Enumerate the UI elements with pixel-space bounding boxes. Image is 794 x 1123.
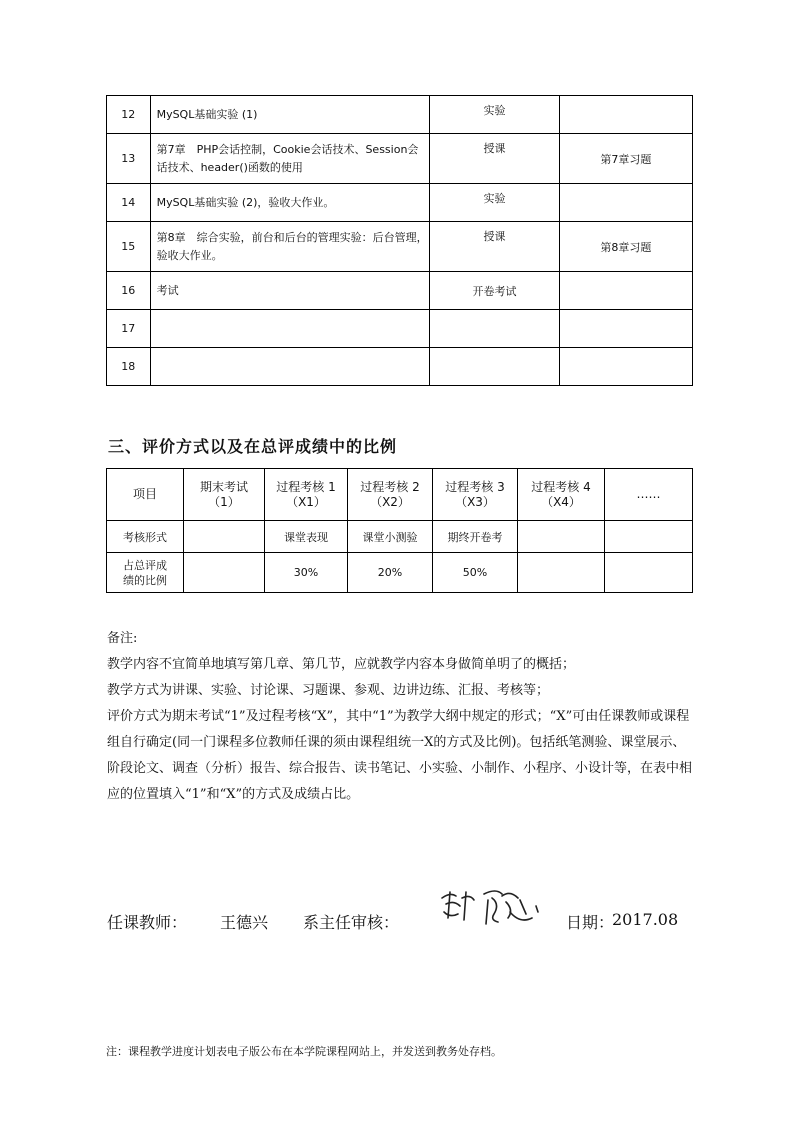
header-item: 项目 (107, 469, 184, 521)
note-line: 教学方式为讲课、实验、讨论课、习题课、参观、边讲边练、汇报、考核等； (107, 683, 550, 698)
label-line: 绩的比例 (123, 573, 167, 587)
homework (559, 96, 692, 134)
table-row (107, 134, 693, 184)
teaching-content: MySQL基础实验 (2)，验收大作业。 (150, 184, 430, 222)
cell (184, 553, 265, 593)
teaching-method: 开卷考试 (430, 272, 559, 310)
cell (605, 521, 693, 553)
week-number: 15 (107, 222, 151, 272)
header-line: 过程考核 1 (276, 479, 336, 494)
cell: 期终开卷考 (433, 521, 518, 553)
teaching-content: 第8章 综合实验，前台和后台的管理实验：后台管理，验收大作业。 (150, 222, 430, 272)
week-number: 18 (107, 348, 151, 386)
table-row (107, 96, 693, 134)
table-row (107, 222, 693, 272)
cell: 30% (265, 553, 348, 593)
homework (559, 184, 692, 222)
table-row (107, 348, 693, 386)
teaching-content (150, 310, 430, 348)
teaching-content (150, 348, 430, 386)
teaching-method: 授课 (430, 134, 559, 184)
table-row (107, 469, 693, 521)
teacher-name: 王德兴 (220, 913, 269, 932)
date-label: 日期： (566, 913, 615, 932)
row-label: 考核形式 (107, 521, 184, 553)
week-number: 16 (107, 272, 151, 310)
teaching-method: 授课 (430, 222, 559, 272)
note-line: 评价方式为期末考试“1”及过程考核“X”，其中“1”为教学大纲中规定的形式；“X”可由任课教师或课程组自行确定(同一门课程多位教师任课的须由课程组统一X的方式及比例)。包括纸笔测验、课堂展示、阶段论文、调查（分析）报告、综合报告、读书笔记、小实验、小制作、小程序、小设计等，在表中相应的位置填入“1”和“X”的方式及成绩占比。 (107, 709, 693, 802)
header-process-4 (518, 469, 605, 521)
header-process-1 (265, 469, 348, 521)
header-line: 期末考试 (199, 479, 248, 494)
teaching-content: MySQL基础实验 (1) (150, 96, 430, 134)
header-line: （X4） (541, 494, 581, 509)
teaching-method (430, 310, 559, 348)
cell (518, 521, 605, 553)
header-line: 过程考核 3 (445, 479, 505, 494)
header-line: 过程考核 2 (360, 479, 420, 494)
week-number: 17 (107, 310, 151, 348)
label-line: 占总评成 (123, 558, 167, 572)
teaching-method: 实验 (430, 96, 559, 134)
header-line: （X1） (286, 494, 326, 509)
teaching-method: 实验 (430, 184, 559, 222)
header-line: （1） (208, 494, 240, 509)
homework: 第8章习题 (559, 222, 692, 272)
cell (605, 553, 693, 593)
homework (559, 310, 692, 348)
section-title: 三、评价方式以及在总评成绩中的比例 (108, 437, 398, 456)
week-number: 12 (107, 96, 151, 134)
evaluation-table (106, 468, 693, 593)
teaching-method (430, 348, 559, 386)
reviewer-label: 系主任审核： (303, 913, 400, 932)
table-row (107, 521, 693, 553)
table-row (107, 310, 693, 348)
cell: 50% (433, 553, 518, 593)
header-process-2 (348, 469, 433, 521)
table-row (107, 553, 693, 593)
header-line: 过程考核 4 (531, 479, 591, 494)
teaching-content: 考试 (150, 272, 430, 310)
footer-note: 注：课程教学进度计划表电子版公布在本学院课程网站上，并发送到教务处存档。 (106, 1045, 502, 1058)
week-number: 13 (107, 134, 151, 184)
note-line: 教学内容不宜简单地填写第几章、第几节，应就教学内容本身做简单明了的概括； (107, 657, 576, 672)
homework (559, 272, 692, 310)
cell (518, 553, 605, 593)
table-row (107, 272, 693, 310)
date-value: 2017.08 (612, 910, 679, 929)
teaching-content: 第7章 PHP会话控制，Cookie会话技术、Session会话技术、header()函数的使用 (150, 134, 430, 184)
teacher-label: 任课教师： (107, 913, 188, 932)
header-line: （X2） (370, 494, 410, 509)
header-process-3 (433, 469, 518, 521)
header-more: …… (605, 469, 693, 521)
handwritten-signature (436, 884, 548, 934)
week-number: 14 (107, 184, 151, 222)
cell: 20% (348, 553, 433, 593)
cell: 课堂表现 (265, 521, 348, 553)
cell (184, 521, 265, 553)
header-line: （X3） (455, 494, 495, 509)
cell: 课堂小测验 (348, 521, 433, 553)
homework (559, 348, 692, 386)
notes (107, 626, 697, 808)
table-row (107, 184, 693, 222)
homework: 第7章习题 (559, 134, 692, 184)
schedule-table (106, 95, 693, 386)
notes-heading: 备注: (107, 631, 138, 646)
row-label (107, 553, 184, 593)
header-final-exam (184, 469, 265, 521)
